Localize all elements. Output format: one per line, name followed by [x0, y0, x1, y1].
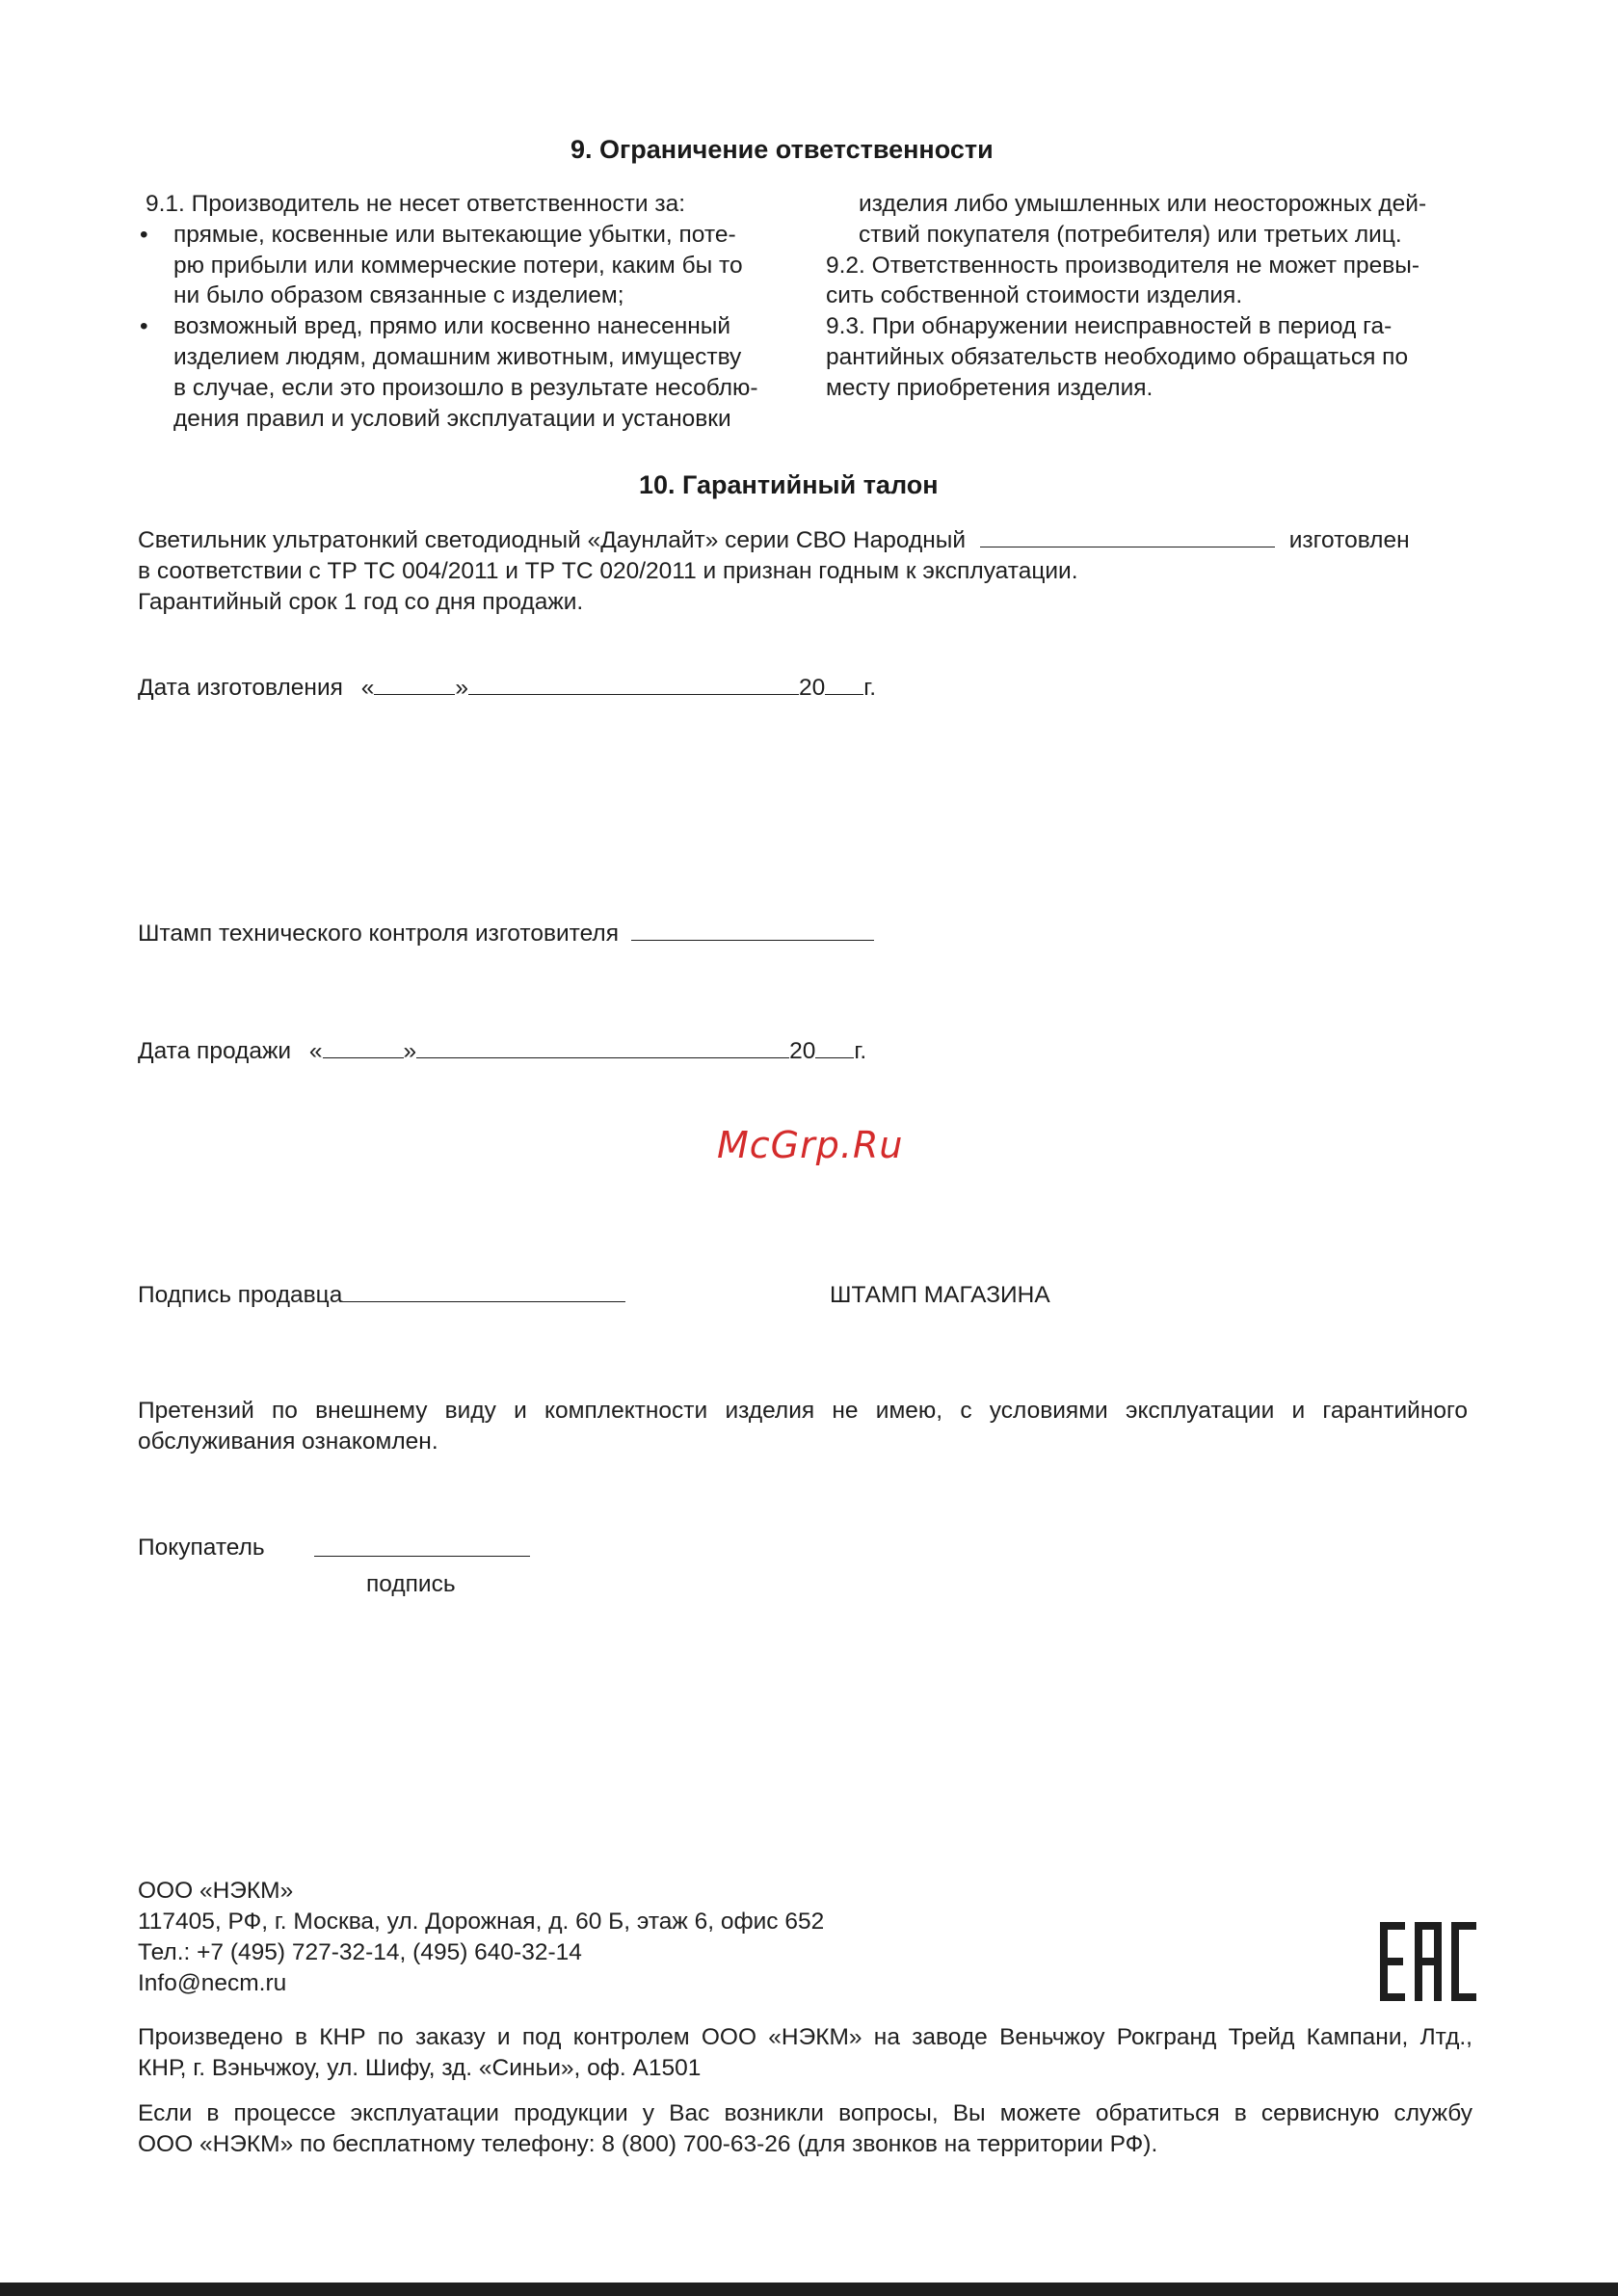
text-line: ствий покупателя (потребителя) или третьих лиц.: [859, 221, 1402, 248]
model-blank-line: [980, 525, 1275, 547]
produced-line-2: КНР, г. Вэньчжоу, ул. Шифу, зд. «Синьи», оф. А1501: [138, 2055, 702, 2081]
intro-line-2: в соответствии с ТР ТС 004/2011 и ТР ТС 020/2011 и признан годным к эксплуатации.: [138, 558, 1078, 584]
service-line-2: ООО «НЭКМ» по бесплатному телефону: 8 (800) 700-63-26 (для звонков на территории РФ).: [138, 2131, 1158, 2157]
bullet-line: дения правил и условий эксплуатации и установки: [173, 405, 731, 432]
stamp-row: [138, 919, 874, 949]
buyer-signature-blank-line: [314, 1556, 530, 1557]
signature-caption: подпись: [366, 1571, 456, 1597]
intro-made-text: изготовлен: [1288, 527, 1410, 553]
year-blank-line: [815, 1036, 854, 1058]
page-bottom-border: [0, 2283, 1618, 2296]
section-10-title: 10. Гарантийный талон: [639, 470, 939, 499]
manufacture-date-label: Дата изготовления: [138, 675, 343, 701]
bullet-line: • возможный вред, прямо или косвенно нанесенный: [138, 311, 758, 342]
year-suffix: г.: [863, 675, 877, 701]
month-blank-line: [416, 1036, 789, 1058]
intro-line-1: [138, 525, 1410, 556]
year-prefix: 20: [799, 675, 826, 701]
shop-stamp-label: ШТАМП МАГАЗИНА: [830, 1282, 1050, 1308]
stamp-blank-line: [631, 919, 874, 941]
quote-open: «: [308, 1038, 323, 1064]
bullet-line: • прямые, косвенные или вытекающие убытки, поте-: [138, 220, 758, 251]
seller-signature-blank-line: [342, 1280, 625, 1302]
paragraph-9-1: 9.1. Производитель не несет ответственности за:: [146, 191, 686, 217]
sale-date-row: [138, 1036, 866, 1067]
paragraph-9-3: 9.3. При обнаружении неисправностей в период га-: [826, 313, 1393, 340]
text-line: месту приобретения изделия.: [826, 374, 1154, 401]
bullet-line: в случае, если это произошло в результате несоблю-: [173, 374, 758, 401]
seller-signature-row: [138, 1280, 625, 1311]
stamp-label: Штамп технического контроля изготовителя: [138, 921, 619, 947]
footer-address: 117405, РФ, г. Москва, ул. Дорожная, д. 60 Б, этаж 6, офис 652: [138, 1909, 825, 1935]
buyer-label: Покупатель: [138, 1535, 265, 1561]
eac-logo-graphic: [1378, 1920, 1478, 2003]
quote-open: «: [360, 675, 375, 701]
text-line: рантийных обязательств необходимо обращаться по: [826, 343, 1409, 370]
service-line-1: Если в процессе эксплуатации продукции у Вас возникли вопросы, Вы можете обратиться в сервисную службу: [138, 2100, 1472, 2126]
claims-line-1: Претензий по внешнему виду и комплектности изделия не имею, с условиями эксплуатации и гарантийного: [138, 1398, 1468, 1424]
bullet-line: изделием людям, домашним животным, имуществу: [173, 343, 742, 370]
year-suffix: г.: [854, 1038, 867, 1064]
day-blank-line: [374, 673, 455, 695]
text-line: сить собственной стоимости изделия.: [826, 282, 1243, 309]
footer-email: Info@necm.ru: [138, 1970, 287, 1996]
warranty-period: Гарантийный срок 1 год со дня продажи.: [138, 589, 584, 615]
sale-date-label: Дата продажи: [138, 1038, 292, 1064]
claims-line-2: обслуживания ознакомлен.: [138, 1428, 438, 1455]
year-blank-line: [825, 673, 863, 695]
section-9-right-column: [826, 189, 1426, 404]
produced-line-1: Произведено в КНР по заказу и под контролем ООО «НЭКМ» на заводе Веньчжоу Рокгранд Трейд Кампани, Лтд.,: [138, 2024, 1472, 2050]
footer-phone: Тел.: +7 (495) 727-32-14, (495) 640-32-14: [138, 1939, 582, 1965]
day-blank-line: [323, 1036, 404, 1058]
manufacture-date-row: [138, 673, 876, 704]
paragraph-9-2: 9.2. Ответственность производителя не может превы-: [826, 252, 1420, 279]
bullet-line: ни было образом связанные с изделием;: [173, 282, 624, 309]
seller-signature-label: Подпись продавца: [138, 1282, 343, 1308]
footer-company: ООО «НЭКМ»: [138, 1878, 294, 1904]
intro-product-text: Светильник ультратонкий светодиодный «Даунлайт» серии СВО Народный: [138, 527, 967, 553]
watermark: McGrp.Ru: [717, 1124, 904, 1166]
eac-mark-logo: [1378, 1920, 1478, 2008]
quote-close: »: [403, 1038, 417, 1064]
section-9-title: 9. Ограничение ответственности: [570, 135, 994, 164]
quote-close: »: [455, 675, 468, 701]
year-prefix: 20: [789, 1038, 816, 1064]
bullet-line: рю прибыли или коммерческие потери, каким бы то: [173, 252, 743, 279]
section-9-left-column: [138, 189, 758, 434]
month-blank-line: [468, 673, 799, 695]
text-line: изделия либо умышленных или неосторожных дей-: [859, 191, 1427, 217]
